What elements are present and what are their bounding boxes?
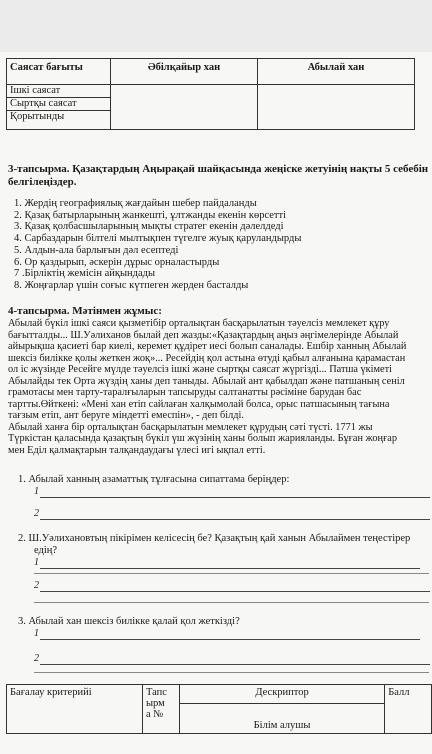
table-row-label: Сыртқы саясат (7, 98, 111, 111)
task4-heading (8, 305, 162, 318)
table-header-cell: Әбілқайыр хан (111, 59, 258, 85)
answer-underline (40, 568, 420, 569)
list-item: 5. Алдын-ала барлығын дәл есептеді (14, 244, 179, 256)
text-line: грамотасы мен тарту-таралғыларын тапсыруды салтанатты рәсіміне барудан бас (8, 387, 362, 399)
task4-text (8, 318, 432, 457)
task3-heading (8, 163, 428, 189)
task3-title-line2: белгілеңіздер. (8, 176, 77, 188)
score-header: Балл (385, 685, 432, 734)
answer-underline (40, 519, 430, 520)
list-item: 7 .Бірліктің жемісін айқындады (14, 268, 156, 280)
question-text: 3. Абылай хан шексіз билікке қалай қол жеткізді? (18, 616, 240, 627)
answer-number: 1 (34, 628, 39, 639)
text-line: Абылай ханға бір орталықтан басқарылатын мемлекет құрудың сәті түсті. 1771 жы (8, 421, 373, 433)
question-text: 2. Ш.Уәлихановтың пікірімен келісесің бе? Қазақтың қай ханын Абылаймен теңестірер (18, 533, 411, 544)
answer-extra-line (34, 602, 429, 603)
policy-comparison-table (6, 58, 415, 130)
text-line: айырықша қасиеті бар киелі, керемет құдірет иесі болып саналады. Ешбір ханның Абылай (8, 341, 407, 353)
header-line: а № (146, 709, 164, 720)
task3-title-text: Қазақтардың Аңырақай шайқасында жеңіске жетуінің нақты 5 себебін (69, 163, 429, 175)
answer-number: 2 (34, 508, 39, 519)
answer-number: 1 (34, 486, 39, 497)
list-item: 2. Қазақ батырларының жанкешті, ұлтжанды екенін көрсетті (14, 209, 287, 221)
descriptor-subheader: Білім алушы (179, 704, 384, 734)
text-line: шексіз билікке қолы жеткен жоқ»... Ресейдің қол астына өтуді қабыл алғанына қарамастан (8, 352, 406, 364)
table-header-row (7, 685, 432, 704)
question-text: 1. Абылай ханның азаматтық тұлғасына сипаттама беріңдер: (18, 474, 290, 485)
table-header-row (7, 59, 415, 85)
list-item: 8. Жоңғарлар үшін соғыс күтпеген жерден басталды (14, 279, 249, 291)
answer-extra-line (34, 672, 429, 673)
answer-underline (40, 591, 430, 592)
text-line: ол іс жүзінде Ресейге мүлде тәуелсіз ішкі және сыртқы саясат жүргізді... Патша үкіметі (8, 364, 392, 376)
list-item: 1. Жердің географиялық жағдайын шебер пайдаланды (14, 198, 257, 209)
table-row-label: Ішкі саясат (7, 85, 111, 98)
answer-extra-line (34, 573, 429, 574)
list-item: 4. Сарбаздарын білтелі мылтықпен түгелге жуық қаруландырды (14, 233, 302, 245)
answer-underline (40, 639, 420, 640)
table-cell-empty[interactable] (111, 85, 258, 130)
table-cell-empty[interactable] (258, 85, 415, 130)
task3-title: 3-тапсырма. (8, 163, 70, 175)
header-line: Тапс (146, 687, 167, 698)
text-line: тартты.Өйткені: «Мені хан етіп сайлаған халқымолай болса, орыс патшасының тағына (8, 398, 390, 410)
answer-underline (40, 497, 430, 498)
descriptor-header: Дескриптор (179, 685, 384, 704)
task4-subtitle: Мәтінмен жұмыс: (69, 305, 162, 317)
list-item: 3. Қазақ қолбасшыларының мықты стратег екенін дәлелдеді (14, 221, 284, 233)
question-3 (18, 616, 240, 628)
text-line: мен Еділ қалмақтарын талқандаудағы үлесі игі ықпал етті. (8, 445, 266, 457)
question-text-cont: едің? (34, 545, 58, 556)
question-2 (18, 533, 410, 557)
header-line: ырм (146, 698, 165, 709)
text-line: Абылай бүкіл ішкі саяси қызметібір орталықтан басқарылатын тәуелсіз мемлекет құру (8, 318, 390, 329)
answer-number: 2 (34, 580, 39, 591)
task4-title: 4-тапсырма. (8, 305, 70, 317)
list-item: 6. Ор қаздырып, әскерін дұрыс орналастырды (14, 256, 220, 268)
task-number-header (143, 685, 180, 734)
answer-number: 2 (34, 653, 39, 664)
text-line: Түркістан қаласында қазақтың бүкіл үш жүзінің ханы болып жарияланды. Бұған жоңғар (8, 433, 398, 445)
table-header-cell: Саясат бағыты (7, 59, 111, 85)
table-header-cell: Абылай хан (258, 59, 415, 85)
answer-underline (40, 664, 430, 665)
assessment-table (6, 684, 432, 734)
criteria-header: Бағалау критерийі (7, 685, 143, 734)
question-1 (18, 474, 289, 486)
text-line: бағытталды... Ш.Уәлиханов былай деп жазды:«Қазақтардың аңыз әңгімелерінде Абылай (8, 329, 399, 341)
text-line: тағзым етіп, ант беруге міндетті емеспін», - деп білді. (8, 410, 244, 422)
table-row-label: Қорытынды (7, 111, 111, 130)
table-row (7, 85, 415, 98)
page-top-margin (0, 0, 432, 52)
answer-number: 1 (34, 557, 39, 568)
task3-options-list (14, 198, 424, 292)
text-line: Абылайды тек Орта жүздің ханы деп таныды. Абылай ант қабылдап және патшаның сеніл (8, 375, 405, 387)
